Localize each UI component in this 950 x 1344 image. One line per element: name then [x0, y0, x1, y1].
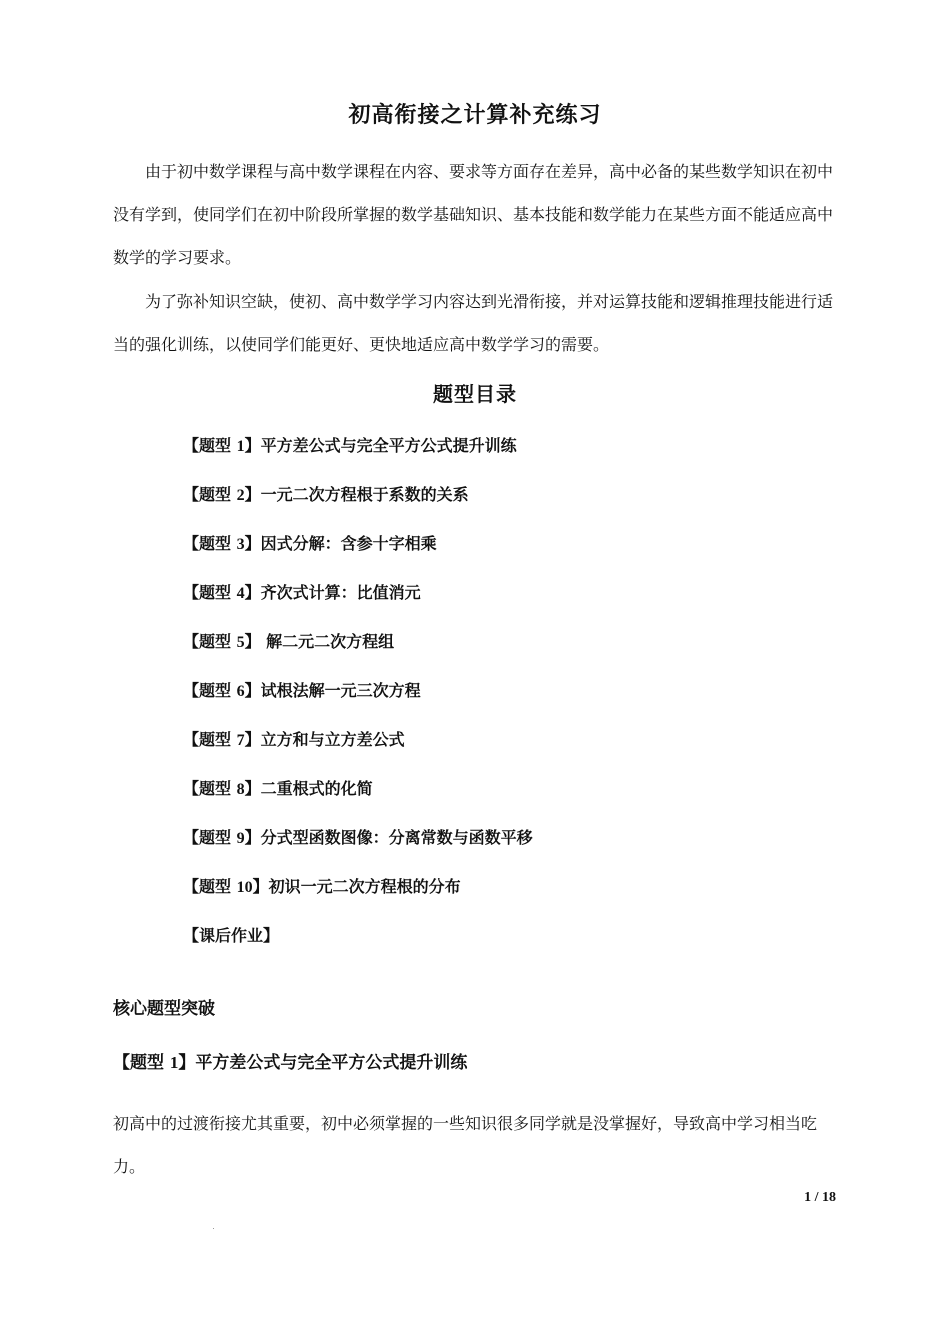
- scan-speck: [213, 1228, 214, 1229]
- toc-item-3[interactable]: 【题型 3】因式分解：含参十字相乘: [183, 534, 437, 553]
- toc-item-5[interactable]: 【题型 5】 解二元二次方程组: [183, 632, 395, 651]
- toc-item-7[interactable]: 【题型 7】立方和与立方差公式: [183, 730, 405, 749]
- section-heading-1: 【题型 1】平方差公式与完全平方公式提升训练: [113, 1053, 468, 1073]
- toc-item-9[interactable]: 【题型 9】分式型函数图像：分离常数与函数平移: [183, 828, 533, 847]
- toc-item-homework[interactable]: 【课后作业】: [183, 926, 280, 945]
- document-title: 初高衔接之计算补充练习: [348, 103, 602, 128]
- toc-item-2[interactable]: 【题型 2】一元二次方程根于系数的关系: [183, 485, 469, 504]
- toc-list: [183, 425, 783, 964]
- toc-item-8[interactable]: 【题型 8】二重根式的化简: [183, 779, 373, 798]
- intro-paragraph-2: 为了弥补知识空缺，使初、高中数学学习内容达到光滑衔接，并对运算技能和逻辑推理技能进行适当的强化训练，以使同学们能更好、更快地适应高中数学学习的需要。: [113, 292, 834, 354]
- core-heading: 核心题型突破: [113, 999, 215, 1019]
- toc-title: 题型目录: [433, 382, 517, 406]
- toc-item-4[interactable]: 【题型 4】齐次式计算：比值消元: [183, 583, 421, 602]
- toc-item-6[interactable]: 【题型 6】试根法解一元三次方程: [183, 681, 421, 700]
- page-number: 1 / 18: [804, 1190, 836, 1205]
- toc-item-1[interactable]: 【题型 1】平方差公式与完全平方公式提升训练: [183, 436, 517, 455]
- section-body-text: 初高中的过渡衔接尤其重要，初中必须掌握的一些知识很多同学就是没掌握好，导致高中学习相当吃力。: [113, 1114, 818, 1176]
- toc-item-10[interactable]: 【题型 10】初识一元二次方程根的分布: [183, 877, 461, 896]
- intro-paragraph-1: 由于初中数学课程与高中数学课程在内容、要求等方面存在差异，高中必备的某些数学知识在初中没有学到，使同学们在初中阶段所掌握的数学基础知识、基本技能和数学能力在某些方面不能适应高中数学的学习要求。: [113, 162, 834, 267]
